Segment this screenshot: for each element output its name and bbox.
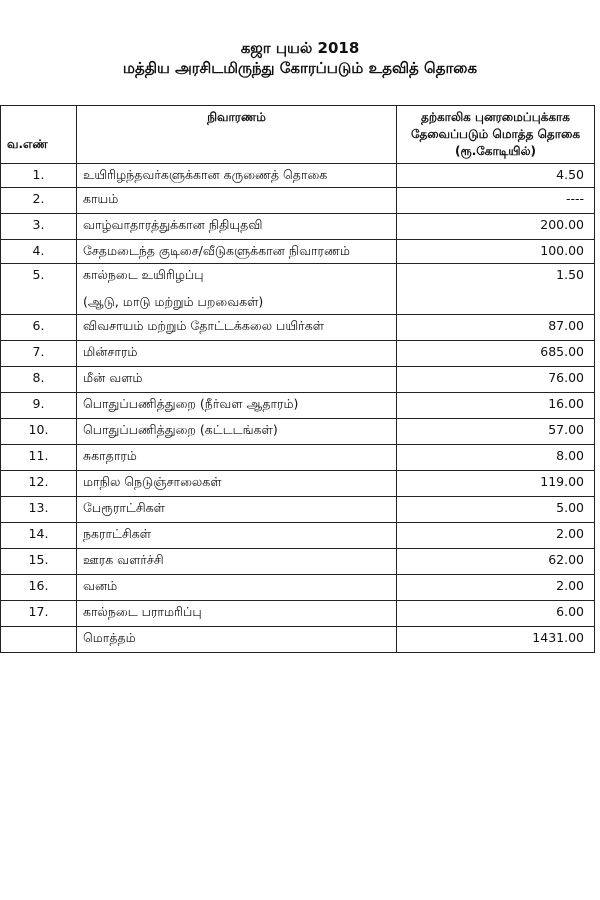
row-number: 2. [1,188,77,214]
row-amount: 87.00 [397,315,595,341]
table-row [1,214,595,240]
row-number: 10. [1,419,77,445]
table-row [1,393,595,419]
row-number: 8. [1,367,77,393]
row-description: காயம் [77,188,397,214]
row-description: மீன் வளம் [77,367,397,393]
row-description: மாநில நெடுஞ்சாலைகள் [77,471,397,497]
row-description: உயிரிழந்தவர்களுக்கான கருணைத் தொகை [77,164,397,188]
row-description: மின்சாரம் [77,341,397,367]
row-amount: 119.00 [397,471,595,497]
row-amount: 200.00 [397,214,595,240]
row-description: நகராட்சிகள் [77,523,397,549]
table-row [1,264,595,315]
row-description: பொதுப்பணித்துறை (நீர்வள ஆதாரம்) [77,393,397,419]
table-row [1,164,595,188]
row-number: 17. [1,601,77,627]
row-description: பொதுப்பணித்துறை (கட்டடங்கள்) [77,419,397,445]
table-row [1,445,595,471]
row-amount: 62.00 [397,549,595,575]
title-line-1: கஜா புயல் 2018 [240,39,360,57]
row-amount: 5.00 [397,497,595,523]
table-row [1,471,595,497]
relief-table [0,105,595,653]
table-row [1,575,595,601]
row-number: 3. [1,214,77,240]
table-row [1,188,595,214]
row-number: 13. [1,497,77,523]
row-amount: 8.00 [397,445,595,471]
table-row [1,240,595,264]
header-amount: தற்காலிக புனரமைப்புக்காக தேவைப்படும் மொத்த தொகை (ரூ.கோடியில்) [397,106,595,164]
row-description: ஊரக வளர்ச்சி [77,549,397,575]
total-row [1,627,595,653]
total-label: மொத்தம் [77,627,397,653]
table-row [1,419,595,445]
table-row [1,549,595,575]
row-amount: 4.50 [397,164,595,188]
row-amount: 2.00 [397,523,595,549]
row-description: பேரூராட்சிகள் [77,497,397,523]
row-number: 9. [1,393,77,419]
row-number: 12. [1,471,77,497]
row-number: 6. [1,315,77,341]
row-description: விவசாயம் மற்றும் தோட்டக்கலை பயிர்கள் [77,315,397,341]
row-amount: 16.00 [397,393,595,419]
table-row [1,341,595,367]
row-description: வாழ்வாதாரத்துக்கான நிதியுதவி [77,214,397,240]
row-description: சுகாதாரம் [77,445,397,471]
table-header-row [1,106,595,164]
table-row [1,523,595,549]
row-description-note: (ஆடு, மாடு மற்றும் பறவைகள்) [83,294,264,309]
row-amount: 76.00 [397,367,595,393]
total-amount: 1431.00 [397,627,595,653]
row-amount: 57.00 [397,419,595,445]
row-number: 11. [1,445,77,471]
row-number: 5. [1,264,77,315]
row-amount: 6.00 [397,601,595,627]
row-number: 16. [1,575,77,601]
title-line-2: மத்திய அரசிடமிருந்து கோரப்படும் உதவித் தொகை [122,59,478,77]
table-row [1,497,595,523]
table-row [1,601,595,627]
table-row [1,315,595,341]
row-number: 7. [1,341,77,367]
document-title [0,38,600,78]
row-description [77,264,397,315]
row-amount: 1.50 [397,264,595,315]
header-relief: நிவாரணம் [77,106,397,164]
row-description: கால்நடை பராமரிப்பு [77,601,397,627]
header-serial-number: வ.எண் [1,106,77,164]
table-row [1,367,595,393]
total-empty-cell [1,627,77,653]
row-description: சேதமடைந்த குடிசை/வீடுகளுக்கான நிவாரணம் [77,240,397,264]
row-description-main: கால்நடை உயிரிழப்பு [83,267,204,282]
row-number: 1. [1,164,77,188]
row-description: வனம் [77,575,397,601]
row-amount: ---- [397,188,595,214]
row-amount: 100.00 [397,240,595,264]
row-amount: 2.00 [397,575,595,601]
row-number: 14. [1,523,77,549]
row-number: 4. [1,240,77,264]
row-amount: 685.00 [397,341,595,367]
row-number: 15. [1,549,77,575]
